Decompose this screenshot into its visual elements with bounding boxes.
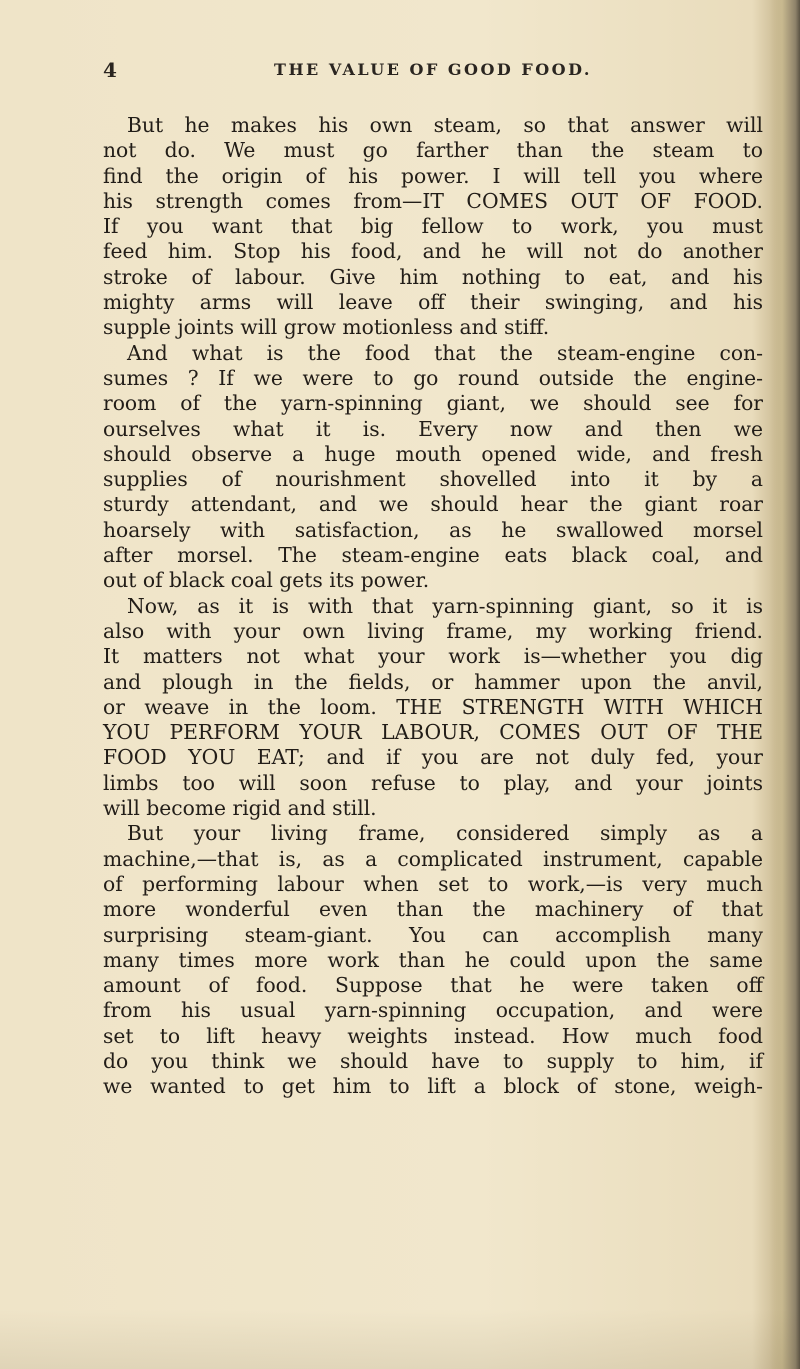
- text-line: limbs too will soon refuse to play, and your joints: [103, 770, 763, 795]
- text-line: room of the yarn-spinning giant, we should see for: [103, 391, 763, 416]
- body-text: [103, 113, 763, 1100]
- text-line: amount of food. Suppose that he were taken off: [103, 973, 763, 998]
- text-line: not do. We must go farther than the steam to: [103, 138, 763, 163]
- text-line: many times more work than he could upon the same: [103, 947, 763, 972]
- text-line: But he makes his own steam, so that answer will: [127, 113, 763, 137]
- text-line: Now, as it is with that yarn-spinning giant, so it is: [127, 593, 763, 618]
- text-line: find the origin of his power. I will tell you where: [103, 163, 763, 188]
- text-line: mighty arms will leave off their swinging, and his: [103, 290, 763, 315]
- text-line: out of black coal gets its power.: [103, 568, 430, 593]
- text-line: set to lift heavy weights instead. How much food: [103, 1023, 763, 1048]
- text-line: supplies of nourishment shovelled into it by a: [103, 467, 763, 492]
- text-line: FOOD YOU EAT; and if you are not duly fed, your: [103, 745, 763, 770]
- text-line: do you think we should have to supply to him, if: [103, 1048, 763, 1073]
- text-line: of performing labour when set to work,—is very much: [103, 871, 763, 896]
- text-line: It matters not what your work is—whether you dig: [103, 644, 763, 669]
- text-line: from his usual yarn-spinning occupation, and were: [103, 998, 763, 1023]
- text-line: his strength comes from—IT COMES OUT OF FOOD.: [103, 188, 763, 213]
- text-line: sumes ? If we were to go round outside the engine-: [103, 365, 763, 390]
- text-line: supple joints will grow motionless and stiff.: [103, 315, 550, 340]
- running-title: THE VALUE OF GOOD FOOD.: [274, 60, 592, 79]
- text-line: sturdy attendant, and we should hear the giant roar: [103, 492, 763, 517]
- text-line: But your living frame, considered simply as a: [127, 821, 763, 846]
- text-line: And what is the food that the steam-engine con-: [127, 340, 763, 365]
- text-line: we wanted to get him to lift a block of stone, weigh-: [103, 1074, 763, 1099]
- text-line: stroke of labour. Give him nothing to eat, and his: [103, 264, 763, 289]
- text-line: will become rigid and still.: [103, 796, 377, 821]
- text-line: more wonderful even than the machinery of that: [103, 897, 763, 922]
- page-bottom-shade: [0, 1309, 800, 1369]
- text-line: surprising steam-giant. You can accomplish many: [103, 922, 763, 947]
- text-line: machine,—that is, as a complicated instrument, capable: [103, 846, 763, 871]
- text-line: hoarsely with satisfaction, as he swallowed morsel: [103, 517, 763, 542]
- text-line: after morsel. The steam-engine eats black coal, and: [103, 543, 763, 568]
- text-line: YOU PERFORM YOUR LABOUR, COMES OUT OF THE: [103, 720, 763, 745]
- text-line: or weave in the loom. THE STRENGTH WITH WHICH: [103, 694, 763, 719]
- text-line: If you want that big fellow to work, you must: [103, 214, 763, 239]
- text-line: feed him. Stop his food, and he will not do another: [103, 239, 763, 264]
- text-line: and plough in the fields, or hammer upon the anvil,: [103, 669, 763, 694]
- page-number: 4: [103, 58, 117, 82]
- text-line: should observe a huge mouth opened wide, and fresh: [103, 441, 763, 466]
- text-line: ourselves what it is. Every now and then we: [103, 416, 763, 441]
- page-header: [103, 58, 763, 88]
- page-gutter-shadow: [770, 0, 800, 1369]
- text-line: also with your own living frame, my working friend.: [103, 618, 763, 643]
